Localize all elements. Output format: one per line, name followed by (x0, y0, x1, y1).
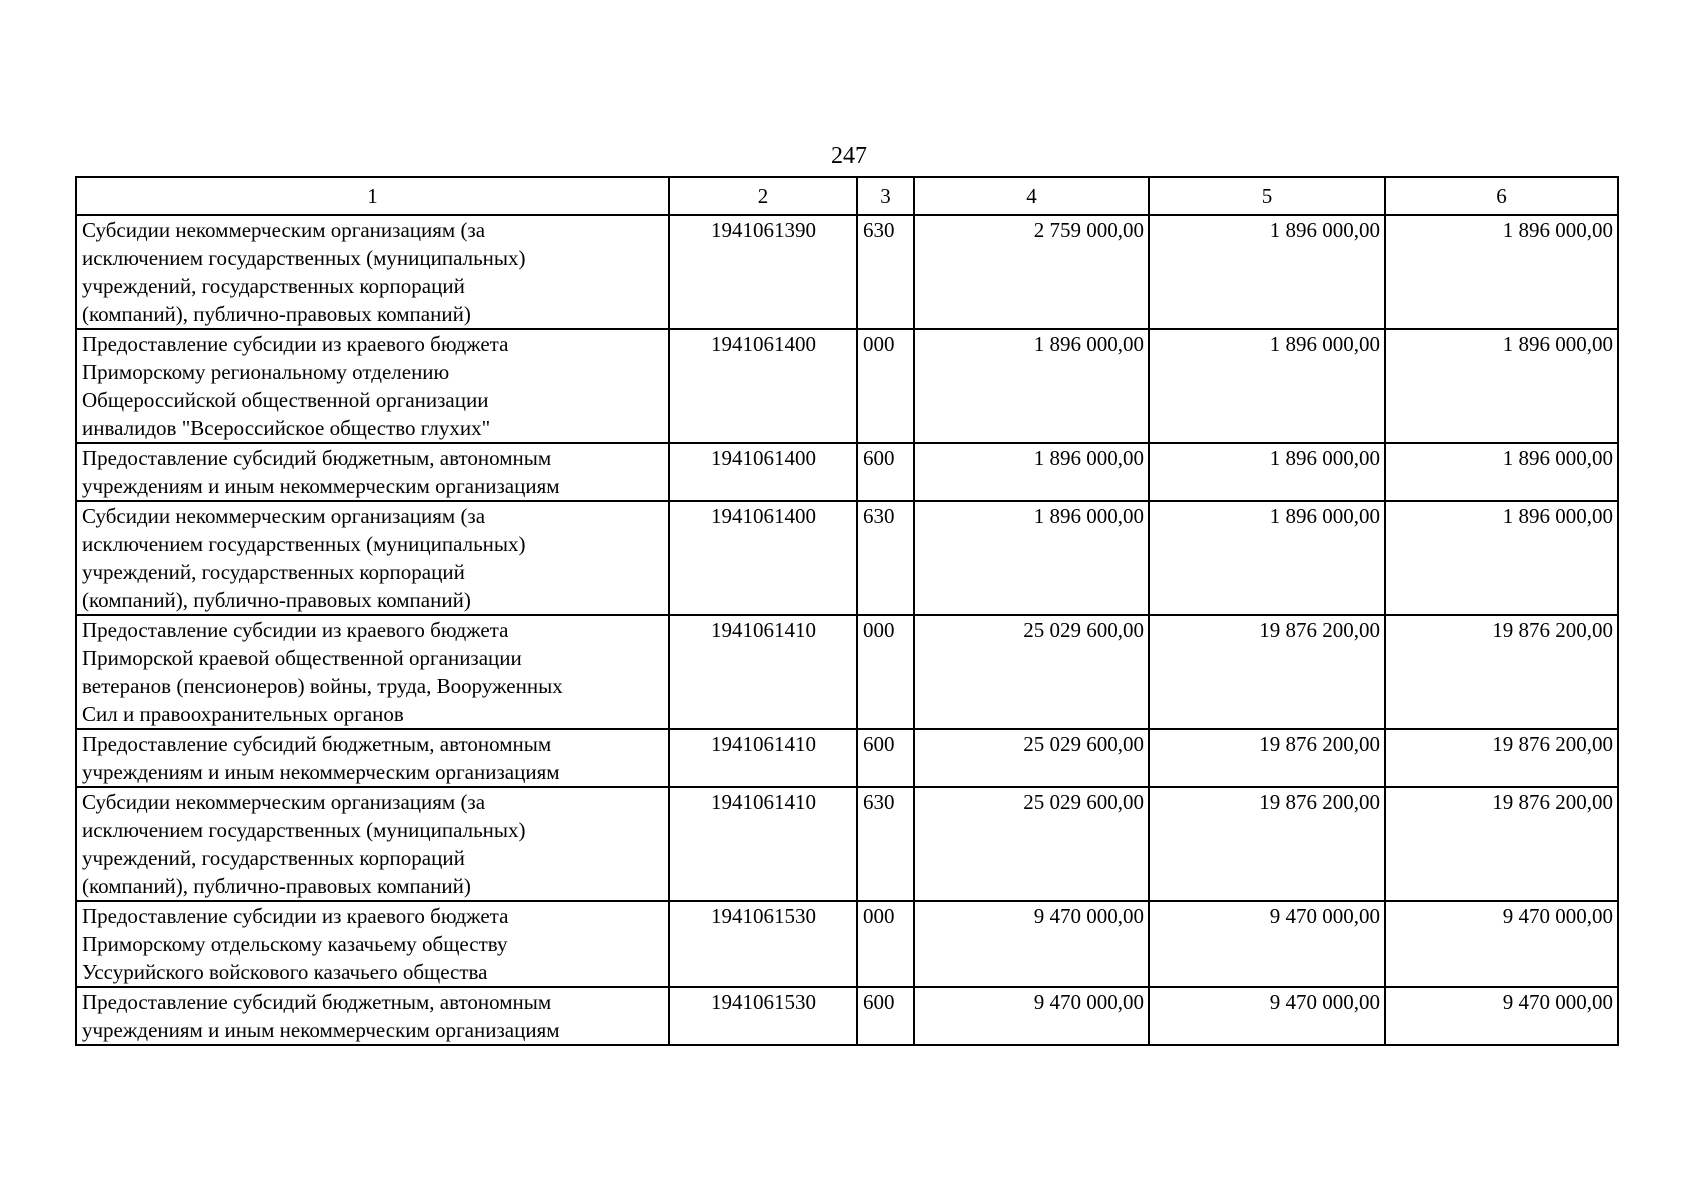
expense-type-code: 000 (857, 329, 914, 443)
description-line: Предоставление субсидий бюджетным, автономным (82, 990, 552, 1014)
description-line: Предоставление субсидии из краевого бюджета (82, 904, 509, 928)
expense-type-code: 630 (857, 787, 914, 901)
table-body (76, 215, 1618, 1045)
table-row (76, 787, 1618, 901)
header-row (76, 177, 1618, 215)
description-line: учреждениям и иным некоммерческим организациям (82, 760, 560, 784)
target-article-code: 1941061530 (669, 901, 857, 987)
amount-col-6: 9 470 000,00 (1385, 901, 1618, 987)
target-article-code: 1941061400 (669, 329, 857, 443)
table-row (76, 501, 1618, 615)
description-line: Субсидии некоммерческим организациям (за (82, 790, 486, 814)
amount-col-4: 1 896 000,00 (914, 329, 1149, 443)
column-header: 2 (669, 177, 857, 215)
row-description (76, 443, 669, 501)
row-description (76, 215, 669, 329)
table-row (76, 329, 1618, 443)
description-line: Предоставление субсидии из краевого бюджета (82, 618, 509, 642)
target-article-code: 1941061530 (669, 987, 857, 1045)
description-line: Приморскому региональному отделению (82, 360, 450, 384)
description-line: исключением государственных (муниципальных) (82, 246, 526, 270)
description-line: Приморской краевой общественной организации (82, 646, 522, 670)
amount-col-4: 2 759 000,00 (914, 215, 1149, 329)
description-line: Общероссийской общественной организации (82, 388, 489, 412)
description-line: Предоставление субсидий бюджетным, автономным (82, 732, 552, 756)
column-header: 5 (1149, 177, 1385, 215)
expense-type-code: 000 (857, 901, 914, 987)
table-row (76, 615, 1618, 729)
expense-type-code: 630 (857, 215, 914, 329)
amount-col-6: 9 470 000,00 (1385, 987, 1618, 1045)
column-header: 1 (76, 177, 669, 215)
description-line: учреждений, государственных корпораций (82, 274, 465, 298)
table-header (76, 177, 1618, 215)
expense-type-code: 630 (857, 501, 914, 615)
target-article-code: 1941061390 (669, 215, 857, 329)
target-article-code: 1941061410 (669, 615, 857, 729)
amount-col-4: 9 470 000,00 (914, 901, 1149, 987)
amount-col-5: 19 876 200,00 (1149, 729, 1385, 787)
amount-col-5: 19 876 200,00 (1149, 787, 1385, 901)
amount-col-4: 25 029 600,00 (914, 729, 1149, 787)
amount-col-4: 25 029 600,00 (914, 787, 1149, 901)
description-line: Уссурийского войскового казачьего общества (82, 960, 488, 984)
amount-col-6: 19 876 200,00 (1385, 729, 1618, 787)
table-row (76, 215, 1618, 329)
description-line: исключением государственных (муниципальных) (82, 818, 526, 842)
amount-col-5: 1 896 000,00 (1149, 215, 1385, 329)
target-article-code: 1941061400 (669, 501, 857, 615)
budget-table (75, 176, 1619, 1046)
table-row (76, 987, 1618, 1045)
amount-col-5: 9 470 000,00 (1149, 987, 1385, 1045)
expense-type-code: 600 (857, 443, 914, 501)
row-description (76, 615, 669, 729)
table-row (76, 901, 1618, 987)
expense-type-code: 000 (857, 615, 914, 729)
description-line: ветеранов (пенсионеров) войны, труда, Вооруженных (82, 674, 563, 698)
description-line: Предоставление субсидий бюджетным, автономным (82, 446, 552, 470)
amount-col-4: 1 896 000,00 (914, 501, 1149, 615)
description-line: учреждениям и иным некоммерческим организациям (82, 1018, 560, 1042)
amount-col-6: 1 896 000,00 (1385, 215, 1618, 329)
row-description (76, 987, 669, 1045)
page-number: 247 (831, 143, 867, 169)
table-row (76, 443, 1618, 501)
amount-col-6: 1 896 000,00 (1385, 443, 1618, 501)
table-row (76, 729, 1618, 787)
description-line: Субсидии некоммерческим организациям (за (82, 504, 486, 528)
description-line: учреждениям и иным некоммерческим организациям (82, 474, 560, 498)
amount-col-4: 9 470 000,00 (914, 987, 1149, 1045)
target-article-code: 1941061410 (669, 787, 857, 901)
description-line: учреждений, государственных корпораций (82, 846, 465, 870)
amount-col-5: 1 896 000,00 (1149, 443, 1385, 501)
row-description (76, 787, 669, 901)
description-line: Субсидии некоммерческим организациям (за (82, 218, 486, 242)
row-description (76, 901, 669, 987)
amount-col-5: 1 896 000,00 (1149, 501, 1385, 615)
description-line: (компаний), публично-правовых компаний) (82, 302, 471, 326)
description-line: (компаний), публично-правовых компаний) (82, 874, 471, 898)
description-line: Предоставление субсидии из краевого бюджета (82, 332, 509, 356)
description-line: исключением государственных (муниципальных) (82, 532, 526, 556)
row-description (76, 329, 669, 443)
amount-col-6: 1 896 000,00 (1385, 501, 1618, 615)
expense-type-code: 600 (857, 987, 914, 1045)
target-article-code: 1941061400 (669, 443, 857, 501)
description-line: инвалидов "Всероссийское общество глухих" (82, 416, 491, 440)
column-header: 4 (914, 177, 1149, 215)
amount-col-5: 19 876 200,00 (1149, 615, 1385, 729)
amount-col-6: 1 896 000,00 (1385, 329, 1618, 443)
row-description (76, 501, 669, 615)
description-line: Приморскому отдельскому казачьему обществу (82, 932, 508, 956)
column-header: 6 (1385, 177, 1618, 215)
description-line: учреждений, государственных корпораций (82, 560, 465, 584)
target-article-code: 1941061410 (669, 729, 857, 787)
row-description (76, 729, 669, 787)
amount-col-5: 1 896 000,00 (1149, 329, 1385, 443)
amount-col-4: 25 029 600,00 (914, 615, 1149, 729)
amount-col-6: 19 876 200,00 (1385, 787, 1618, 901)
description-line: (компаний), публично-правовых компаний) (82, 588, 471, 612)
description-line: Сил и правоохранительных органов (82, 702, 404, 726)
amount-col-4: 1 896 000,00 (914, 443, 1149, 501)
expense-type-code: 600 (857, 729, 914, 787)
column-header: 3 (857, 177, 914, 215)
amount-col-5: 9 470 000,00 (1149, 901, 1385, 987)
amount-col-6: 19 876 200,00 (1385, 615, 1618, 729)
